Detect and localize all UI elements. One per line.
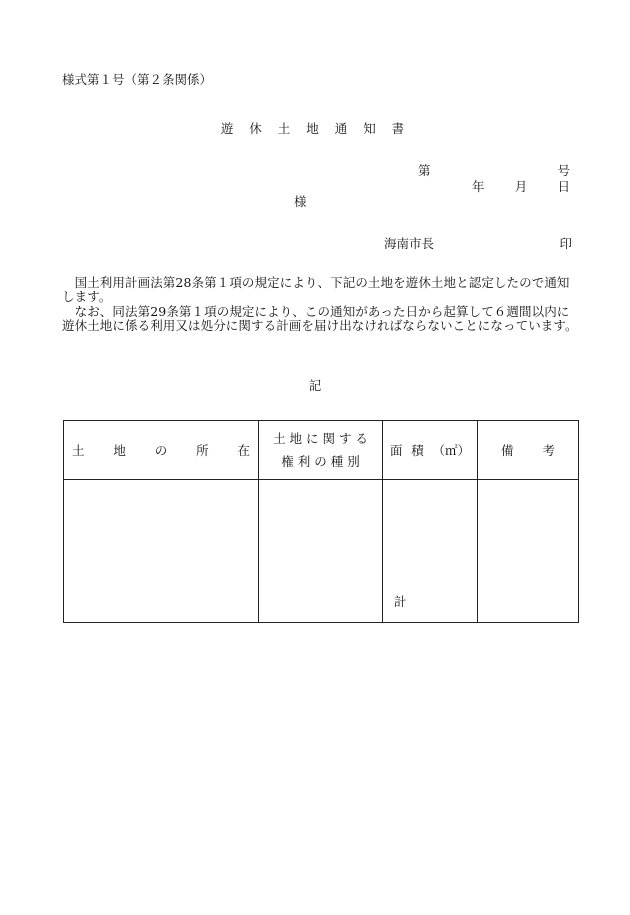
number-suffix: 号 xyxy=(557,163,570,178)
body-paragraph-2 xyxy=(62,305,578,334)
cell-rights xyxy=(259,480,383,623)
header-area xyxy=(383,421,478,480)
table-header-row xyxy=(64,421,579,480)
issuer-name: 海南市長 xyxy=(384,236,435,251)
cell-area xyxy=(383,480,478,623)
date-day-label: 日 xyxy=(557,179,570,194)
cell-location xyxy=(64,480,259,623)
total-label: 計 xyxy=(394,594,407,609)
number-prefix: 第 xyxy=(418,163,431,178)
header-area-char: 積 xyxy=(411,443,424,458)
header-location-char: 土 xyxy=(72,443,85,458)
header-rights-line-2: 権 利 の 種 別 xyxy=(281,454,360,469)
cell-note xyxy=(478,480,579,623)
ki-heading: 記 xyxy=(308,378,322,393)
date-line xyxy=(472,177,570,195)
date-month-label: 月 xyxy=(514,179,528,194)
header-note-char: 備 xyxy=(501,443,514,458)
header-note-char: 考 xyxy=(542,443,555,458)
date-year-label: 年 xyxy=(472,179,485,194)
header-rights-line-1: 土 地 に 関 す る xyxy=(273,431,368,446)
header-location-char: の xyxy=(154,443,168,458)
land-table xyxy=(63,420,579,623)
header-note xyxy=(478,421,579,480)
paragraph-2-text: なお、同法第29条第１項の規定により、この通知があった日から起算して６週間以内に遊休土地に係る利用又は処分に関する計画を届け出なければならないことになっています。 xyxy=(62,304,578,334)
table-row xyxy=(64,480,579,623)
form-number: 様式第１号（第２条関係） xyxy=(62,72,213,87)
addressee-suffix: 様 xyxy=(294,194,307,209)
header-location-char: 在 xyxy=(237,443,250,458)
header-location-char: 地 xyxy=(113,443,126,458)
issuer-line xyxy=(384,234,572,252)
seal-mark: 印 xyxy=(559,236,572,251)
header-rights xyxy=(259,421,383,480)
document-title: 遊 休 土 地 通 知 書 xyxy=(220,121,410,136)
header-area-char: 面 xyxy=(390,443,403,458)
header-area-unit: （㎡） xyxy=(432,443,470,458)
body-paragraph-1 xyxy=(62,276,578,305)
header-location xyxy=(64,421,259,480)
header-location-char: 所 xyxy=(196,443,209,458)
paragraph-1-text: 国土利用計画法第28条第１項の規定により、下記の土地を遊休土地と認定したので通知します。 xyxy=(62,275,570,305)
